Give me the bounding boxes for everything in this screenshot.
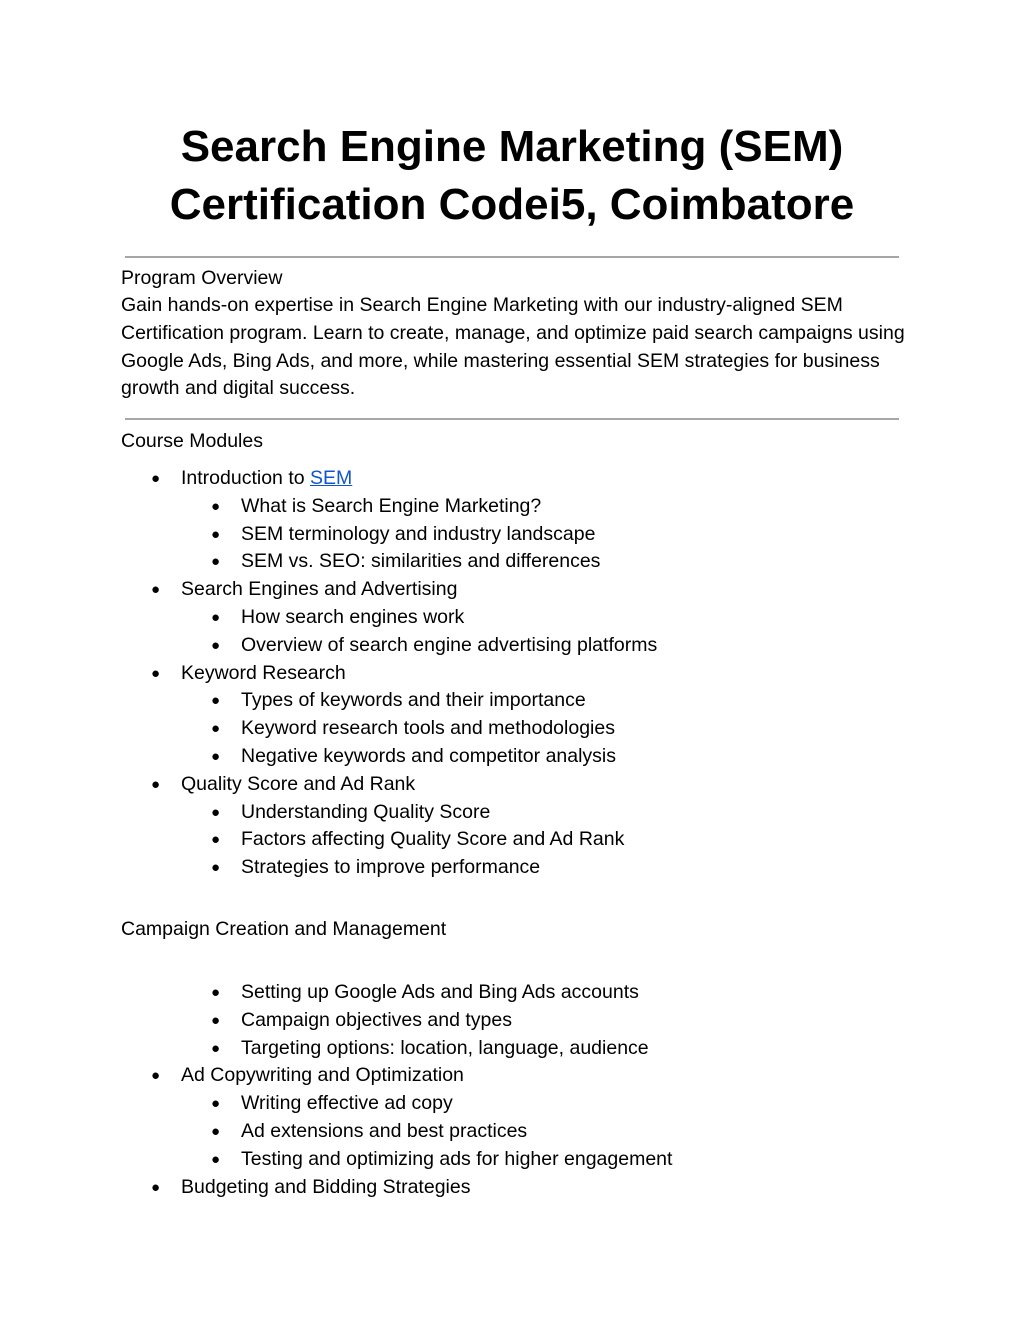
bullet-icon: ● [151,581,161,599]
bullet-icon: ● [211,1011,221,1029]
course-modules-list [150,465,910,882]
sub-topic-label: How search engines work [241,605,465,628]
bullet-icon: ● [211,525,221,543]
sub-topic-label: Writing effective ad copy [241,1092,453,1115]
sub-topic-label: SEM terminology and industry landscape [241,522,596,545]
bullet-icon: ● [151,470,161,487]
sub-topic-item [150,1118,910,1146]
bullet-icon: ● [211,1150,221,1168]
sub-topic-item [150,604,910,632]
bullet-icon: ● [211,747,221,765]
module-label-prefix: Introduction to [181,467,310,489]
sub-topic-label: Strategies to improve performance [241,856,541,879]
module-label: Search Engines and Advertising [181,578,458,601]
sub-topic-item [150,799,910,827]
sub-topic-label: What is Search Engine Marketing? [241,494,542,517]
sub-topic-item [150,687,910,715]
bullet-icon: ● [211,831,221,849]
bullet-icon: ● [151,1178,161,1196]
sub-topic-label: Ad extensions and best practices [241,1119,528,1142]
bullet-icon: ● [151,1067,161,1085]
bullet-icon: ● [211,692,221,710]
bullet-icon: ● [211,636,221,654]
overview-paragraph: Gain hands-on expertise in Search Engine Marketing with our industry-aligned SEM Certification program. Learn to create, manage, and optimize paid search campaigns using Google Ads, Bing Ads, and more, while mastering essential SEM strategies for business growth and digital success. [121,294,905,400]
bullet-icon: ● [211,497,221,515]
module-label: Quality Score and Ad Rank [181,772,416,795]
horizontal-divider [125,256,899,258]
bullet-icon: ● [211,1039,221,1057]
bullet-icon: ● [211,859,221,877]
module-item [150,660,910,688]
module-item [150,771,910,799]
module-item [150,1062,910,1090]
module-label: Budgeting and Bidding Strategies [181,1175,471,1198]
module-item [150,465,910,493]
sub-topic-item [150,1007,910,1035]
sub-topic-item [150,979,910,1007]
sub-topic-label: Testing and optimizing ads for higher engagement [241,1147,673,1170]
bullet-icon: ● [211,553,221,571]
bullet-icon: ● [211,608,221,626]
sub-topic-label: Keyword research tools and methodologies [241,717,615,740]
sub-topic-item [150,743,910,771]
sub-topic-label: Targeting options: location, language, audience [241,1036,649,1059]
sub-topic-item [150,826,910,854]
title-line-2: Certification Codei5, Coimbatore [169,180,855,229]
sub-topic-item [150,1035,910,1063]
sub-topic-item [150,715,910,743]
bullet-icon: ● [211,984,221,1001]
bullet-icon: ● [151,775,161,793]
sub-topic-label: Understanding Quality Score [241,800,491,823]
bullet-icon: ● [151,664,161,682]
bullet-icon: ● [211,1095,221,1113]
sub-topic-item [150,548,910,576]
bullet-icon: ● [211,803,221,821]
sub-topic-item [150,493,910,521]
sub-topic-item [150,854,910,882]
sub-topic-item [150,632,910,660]
bullet-icon: ● [211,1122,221,1140]
sub-topic-label: Campaign objectives and types [241,1008,512,1031]
module-item [150,576,910,604]
sub-topic-label: Factors affecting Quality Score and Ad Rank [241,828,625,851]
sub-topic-item [150,1090,910,1118]
campaign-modules-list [150,979,910,1201]
title-line-1: Search Engine Marketing (SEM) [180,122,844,171]
overview-heading: Program Overview [121,267,283,289]
horizontal-divider [125,418,899,420]
sub-topic-item [150,1146,910,1174]
course-modules-heading: Course Modules [121,430,263,452]
sub-topic-label: Setting up Google Ads and Bing Ads accounts [241,981,639,1003]
sub-topic-label: SEM vs. SEO: similarities and differences [241,550,601,573]
bullet-icon: ● [211,720,221,738]
sub-topic-label: Negative keywords and competitor analysis [241,744,617,767]
module-item [150,1174,910,1202]
sub-topic-label: Types of keywords and their importance [241,689,586,712]
sub-topic-item [150,521,910,549]
module-label: Keyword Research [181,661,346,684]
sub-topic-label: Overview of search engine advertising platforms [241,633,658,656]
module-label: Ad Copywriting and Optimization [181,1064,464,1087]
sem-link[interactable]: SEM [310,467,353,489]
page-title [0,118,1024,234]
campaign-section-heading: Campaign Creation and Management [121,918,447,940]
